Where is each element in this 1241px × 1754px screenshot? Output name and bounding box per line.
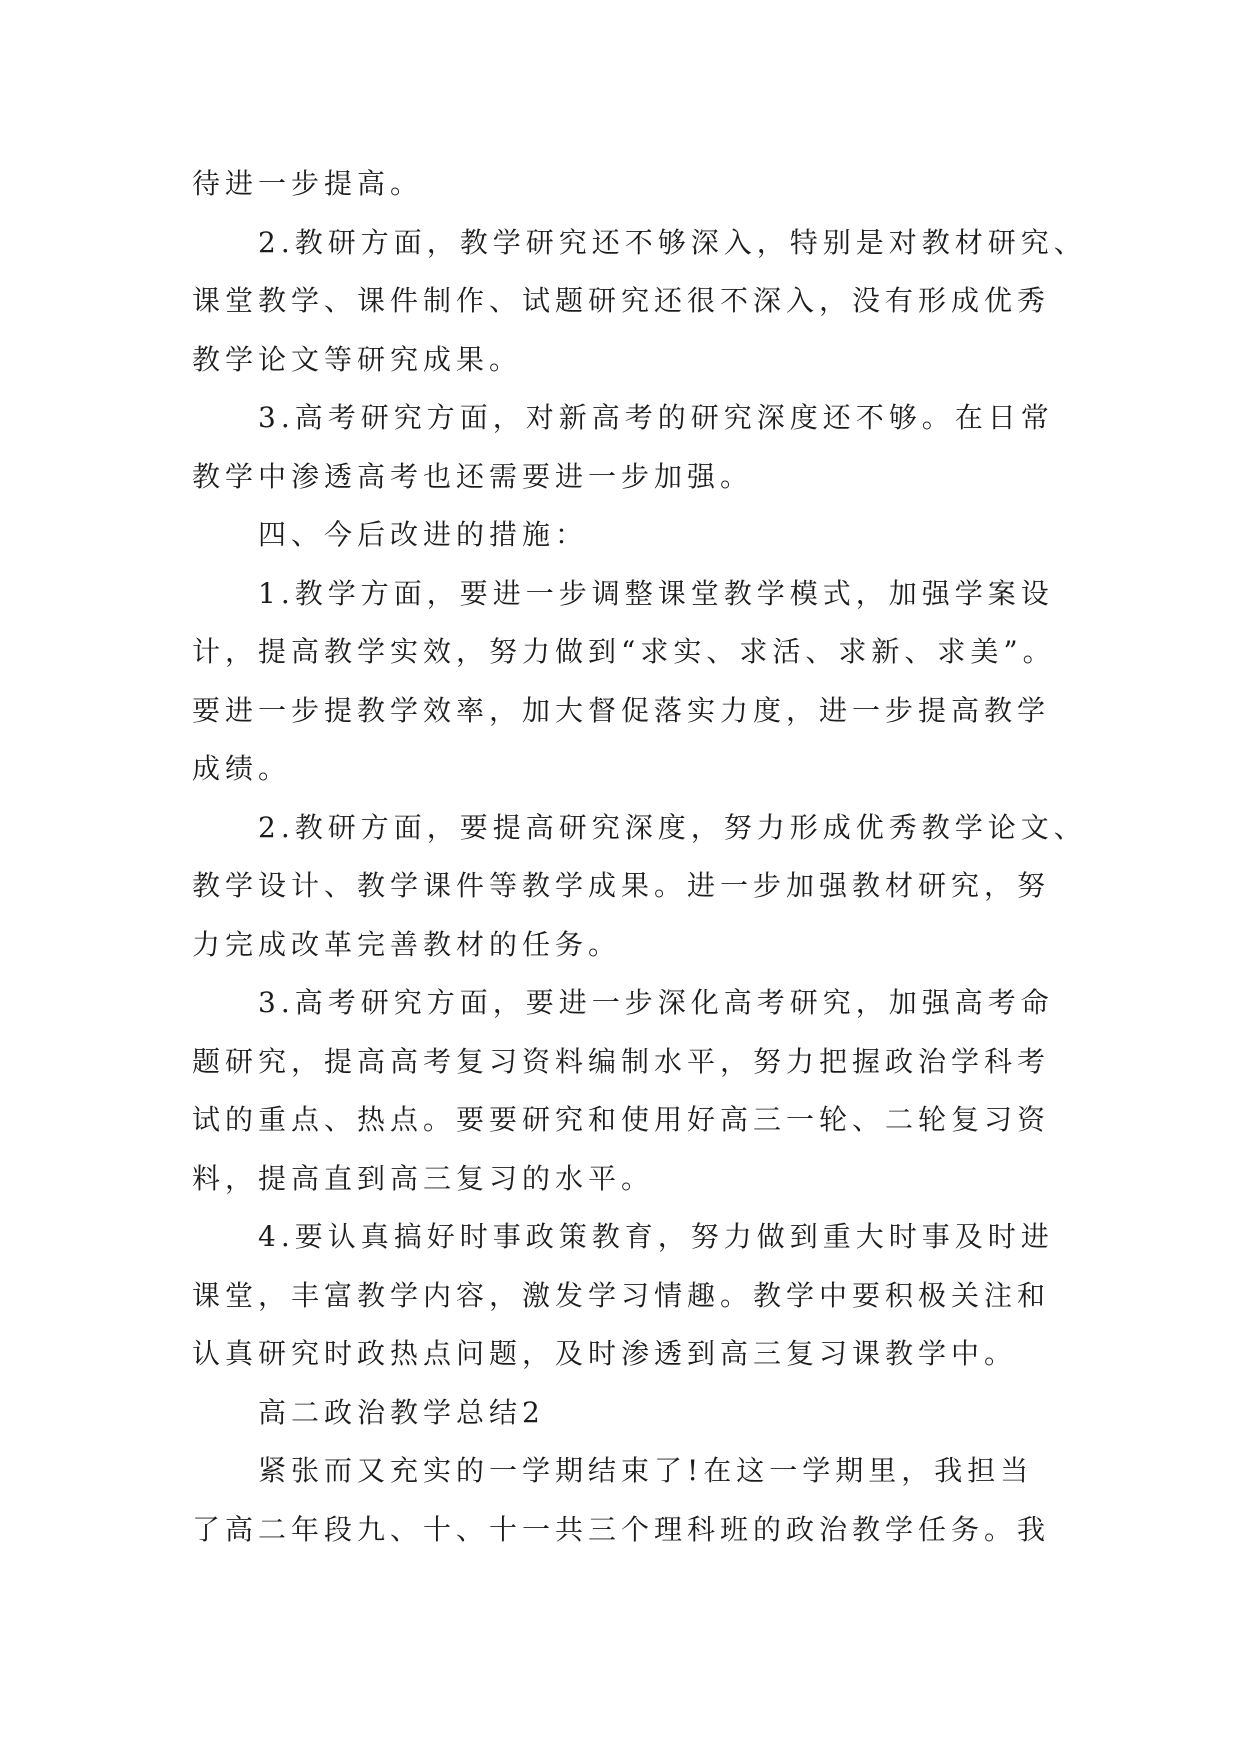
section-heading-text: 四、今后改进的措施： (258, 518, 589, 551)
text-line: 了高二年段九、十、十一共三个理科班的政治教学任务。我 (192, 1512, 1051, 1546)
text-line: 力完成改革完善教材的任务。 (192, 927, 622, 961)
text-line: 2.教研方面，要提高研究深度，努力形成优秀教学论文、 (258, 810, 1087, 844)
paragraph (192, 799, 1152, 975)
paragraph (192, 214, 1152, 390)
text-line: 教学中渗透高考也还需要进一步加强。 (192, 459, 754, 493)
paragraph (192, 1442, 1152, 1559)
text-line: 认真研究时政热点问题，及时渗透到高三复习课教学中。 (192, 1337, 1018, 1370)
text-line: 计，提高教学实效，努力做到“求实、求活、求新、求美”。 (192, 635, 1056, 668)
paragraph (192, 389, 1152, 506)
text-line: 3.高考研究方面，要进一步深化高考研究，加强高考命 (258, 986, 1054, 1019)
text-line: 题研究，提高高考复习资料编制水平，努力把握政治学科考 (192, 1044, 1051, 1078)
text-line: 试的重点、热点。要要研究和使用好高三一轮、二轮复习资 (192, 1103, 1051, 1136)
text-line: 课堂教学、课件制作、试题研究还很不深入，没有形成优秀 (192, 284, 1051, 317)
text-line: 料，提高直到高三复习的水平。 (192, 1161, 655, 1195)
paragraph (192, 974, 1152, 1208)
document-title-text: 高二政治教学总结2 (258, 1395, 545, 1429)
paragraph (192, 565, 1152, 799)
text-line: 成绩。 (192, 752, 292, 785)
text-line: 紧张而又充实的一学期结束了!在这一学期里，我担当 (258, 1454, 1034, 1487)
text-line: 2.教研方面，教学研究还不够深入，特别是对教材研究、 (258, 225, 1087, 259)
text-line: 4.要认真搞好时事政策教育，努力做到重大时事及时进 (258, 1220, 1054, 1253)
text-line: 待进一步提高。 (192, 167, 424, 200)
text-line: 教学论文等研究成果。 (192, 342, 523, 376)
document-body (192, 155, 1152, 1559)
section-heading (192, 506, 1152, 565)
paragraph (192, 155, 1152, 214)
text-line: 要进一步提教学效率，加大督促落实力度，进一步提高教学 (192, 693, 1051, 727)
text-line: 3.高考研究方面，对新高考的研究深度还不够。在日常 (258, 401, 1054, 434)
text-line: 1.教学方面，要进一步调整课堂教学模式，加强学案设 (258, 576, 1054, 610)
text-line: 课堂，丰富教学内容，激发学习情趣。教学中要积极关注和 (192, 1278, 1051, 1312)
document-title (192, 1384, 1152, 1443)
paragraph (192, 1208, 1152, 1384)
text-line: 教学设计、教学课件等教学成果。进一步加强教材研究，努 (192, 869, 1051, 902)
